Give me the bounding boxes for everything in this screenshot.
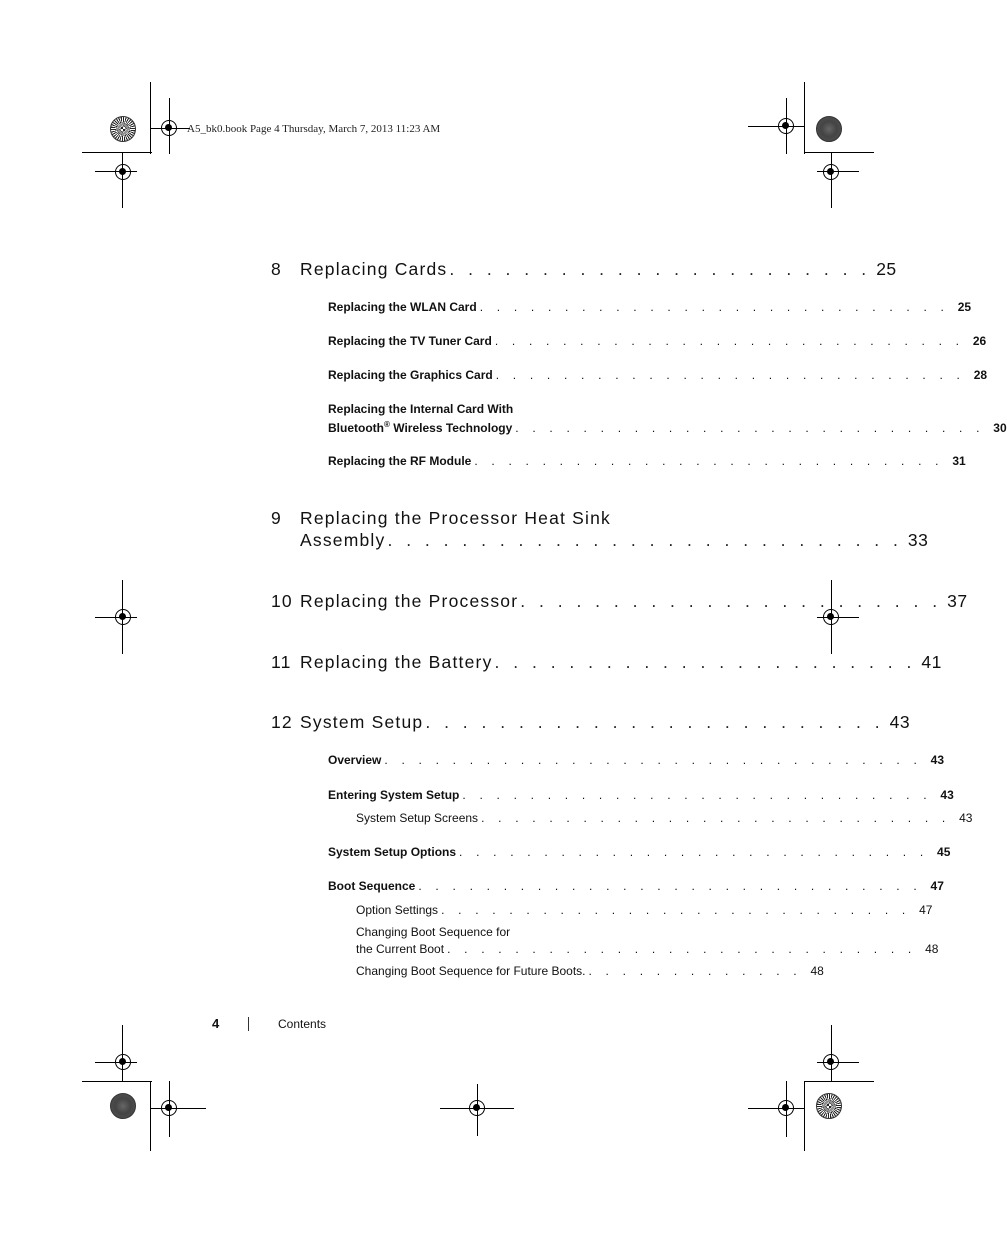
toc-chapter-11[interactable]: 11 Replacing the Battery . . . . . . . . . . . . . . . . . . . . . . . 41 bbox=[271, 652, 942, 672]
registration-mark-icon bbox=[469, 1100, 485, 1116]
registration-mark-icon bbox=[115, 164, 131, 180]
toc-subentry[interactable]: the Current Boot . . . . . . . . . . . . . . . . . . . . . . . . . . . . 48 bbox=[356, 942, 939, 956]
toc-entry-line1[interactable]: Replacing the Internal Card With bbox=[328, 402, 514, 416]
registration-mark-icon bbox=[823, 164, 839, 180]
color-bar-rosette-icon bbox=[110, 1093, 136, 1119]
print-slug: A5_bk0.book Page 4 Thursday, March 7, 2013 11:23 AM bbox=[187, 123, 441, 135]
toc-entry[interactable]: Entering System Setup . . . . . . . . . . . . . . . . . . . . . . . . . . . . 43 bbox=[328, 788, 954, 802]
registration-mark-icon bbox=[778, 118, 794, 134]
footer-section-label: Contents bbox=[278, 1017, 327, 1031]
toc-chapter-8[interactable]: 8 Replacing Cards . . . . . . . . . . . . . . . . . . . . . . . 25 bbox=[271, 259, 897, 279]
registration-mark-icon bbox=[823, 1054, 839, 1070]
page-number: 4 bbox=[212, 1016, 220, 1031]
registration-mark-icon bbox=[115, 609, 131, 625]
toc-subentry-line1[interactable]: Changing Boot Sequence for bbox=[356, 925, 511, 939]
toc-entry[interactable]: Overview . . . . . . . . . . . . . . . . . . . . . . . . . . . . . . . . 43 bbox=[328, 753, 945, 767]
toc-entry[interactable]: Boot Sequence . . . . . . . . . . . . . . . . . . . . . . . . . . . . . . 47 bbox=[328, 879, 944, 893]
color-bar-rosette-icon bbox=[110, 116, 136, 142]
toc-entry[interactable]: Replacing the WLAN Card . . . . . . . . . . . . . . . . . . . . . . . . . . . . 25 bbox=[328, 300, 972, 314]
registration-mark-icon bbox=[161, 120, 177, 136]
toc-entry[interactable]: Replacing the TV Tuner Card . . . . . . . . . . . . . . . . . . . . . . . . . . . . 26 bbox=[328, 334, 987, 348]
toc-entry[interactable]: Replacing the RF Module . . . . . . . . . . . . . . . . . . . . . . . . . . . . 31 bbox=[328, 454, 966, 468]
registration-mark-icon bbox=[778, 1100, 794, 1116]
toc-subentry[interactable]: System Setup Screens . . . . . . . . . . . . . . . . . . . . . . . . . . . . 43 bbox=[356, 811, 973, 825]
toc-entry[interactable]: Bluetooth® Wireless Technology . . . . . . . . . . . . . . . . . . . . . . . . . . . . 30 bbox=[328, 420, 1007, 435]
registration-mark-icon bbox=[161, 1100, 177, 1116]
toc-chapter-10[interactable]: 10 Replacing the Processor . . . . . . . . . . . . . . . . . . . . . . . 37 bbox=[271, 591, 968, 611]
toc-subentry[interactable]: Changing Boot Sequence for Future Boots. . . . . . . . . . . . . . 48 bbox=[356, 964, 824, 978]
registration-mark-icon bbox=[115, 1054, 131, 1070]
color-bar-rosette-icon bbox=[816, 116, 842, 142]
toc-entry[interactable]: System Setup Options . . . . . . . . . . . . . . . . . . . . . . . . . . . . 45 bbox=[328, 845, 951, 859]
color-bar-rosette-icon bbox=[816, 1093, 842, 1119]
footer-divider bbox=[248, 1017, 249, 1031]
toc-entry[interactable]: Replacing the Graphics Card . . . . . . . . . . . . . . . . . . . . . . . . . . . . 28 bbox=[328, 368, 988, 382]
toc-subentry[interactable]: Option Settings . . . . . . . . . . . . . . . . . . . . . . . . . . . . 47 bbox=[356, 903, 933, 917]
toc-chapter-12[interactable]: 12 System Setup . . . . . . . . . . . . . . . . . . . . . . . . . 43 bbox=[271, 712, 911, 732]
toc-chapter-9-line1[interactable]: 9 Replacing the Processor Heat Sink bbox=[271, 508, 611, 528]
toc-chapter-9[interactable]: Assembly . . . . . . . . . . . . . . . . . . . . . . . . . . . . 33 bbox=[300, 530, 929, 550]
